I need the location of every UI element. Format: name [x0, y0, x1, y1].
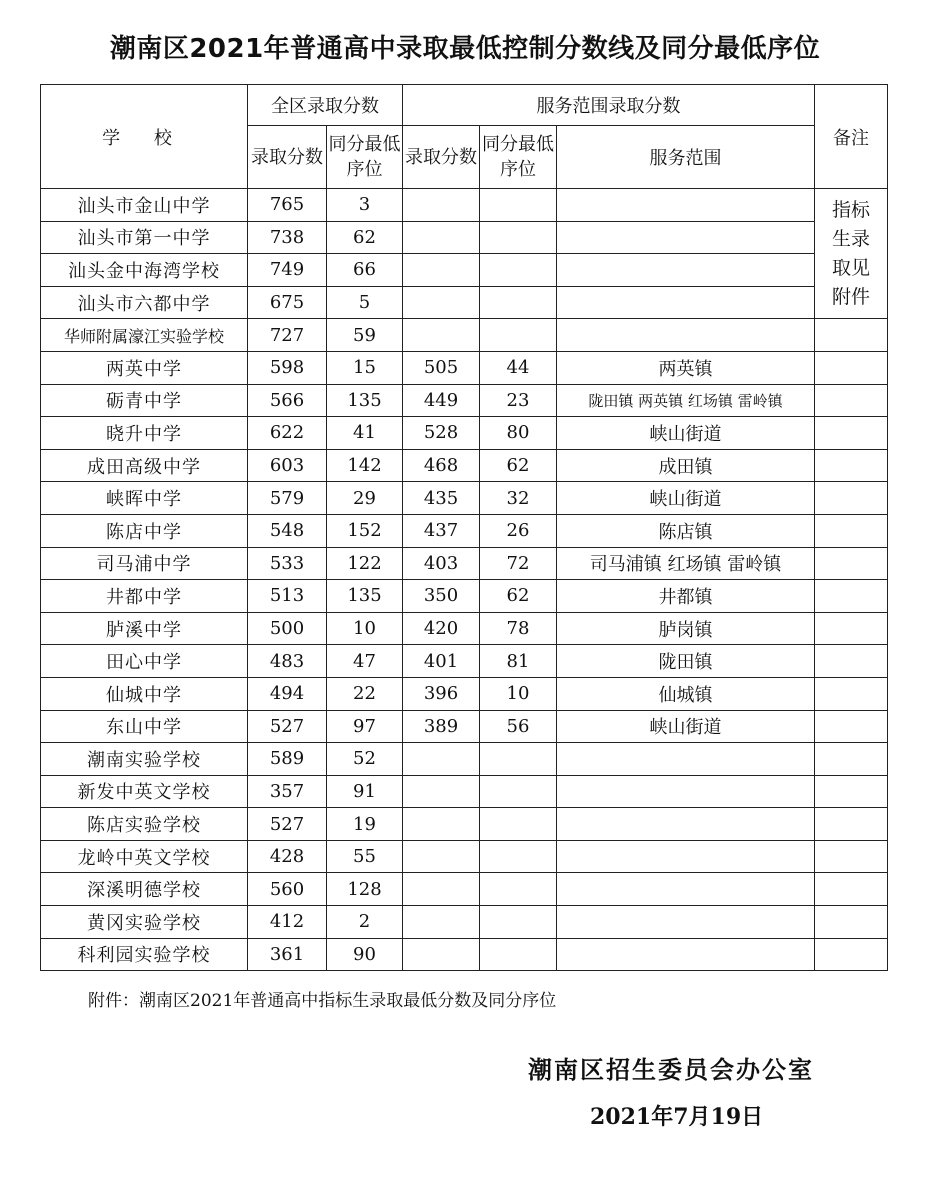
cell-service-score: 420: [403, 612, 480, 645]
cell-rank: 52: [327, 743, 403, 776]
cell-rank: 152: [327, 514, 403, 547]
cell-service-rank: [480, 319, 557, 352]
cell-service-rank: 32: [480, 482, 557, 515]
cell-score: 494: [248, 677, 327, 710]
cell-service-score: [403, 286, 480, 319]
cell-score: 428: [248, 840, 327, 873]
header-rank: 同分最低序位: [327, 126, 403, 189]
table-row: [41, 710, 888, 743]
cell-service-score: [403, 873, 480, 906]
cell-score: 738: [248, 221, 327, 254]
cell-note-empty: [815, 775, 888, 808]
cell-service-area: [557, 906, 815, 939]
cell-school: 黄冈实验学校: [41, 906, 248, 939]
cell-score: 598: [248, 351, 327, 384]
header-school: 学 校: [41, 85, 248, 189]
cell-service-rank: 26: [480, 514, 557, 547]
table-row: [41, 254, 888, 287]
cell-school: 田心中学: [41, 645, 248, 678]
cell-service-rank: [480, 840, 557, 873]
header-district-group: 全区录取分数: [248, 85, 403, 126]
cell-note-empty: [815, 906, 888, 939]
table-row: [41, 938, 888, 971]
cell-school: 汕头市第一中学: [41, 221, 248, 254]
cell-service-rank: 10: [480, 677, 557, 710]
cell-school: 砺青中学: [41, 384, 248, 417]
header-note: 备注: [815, 85, 888, 189]
table-row: [41, 482, 888, 515]
cell-service-rank: [480, 775, 557, 808]
cell-rank: 90: [327, 938, 403, 971]
table-row: [41, 351, 888, 384]
cell-note-empty: [815, 449, 888, 482]
cell-rank: 128: [327, 873, 403, 906]
cell-rank: 19: [327, 808, 403, 841]
cell-rank: 122: [327, 547, 403, 580]
cell-score: 603: [248, 449, 327, 482]
cell-service-rank: [480, 254, 557, 287]
cell-score: 513: [248, 580, 327, 613]
cell-note-empty: [815, 384, 888, 417]
cell-service-area: [557, 840, 815, 873]
cell-note-empty: [815, 547, 888, 580]
cell-school: 汕头市六都中学: [41, 286, 248, 319]
note-text: 指标生录取见附件: [832, 198, 871, 308]
note-cell: [815, 189, 888, 319]
cell-service-rank: 23: [480, 384, 557, 417]
cell-service-rank: [480, 873, 557, 906]
table-row: [41, 580, 888, 613]
cell-service-area: 陈店镇: [557, 514, 815, 547]
table-row: [41, 221, 888, 254]
cell-service-rank: 62: [480, 449, 557, 482]
cell-school: 深溪明德学校: [41, 873, 248, 906]
table-row: [41, 612, 888, 645]
cell-score: 357: [248, 775, 327, 808]
cell-service-area: 司马浦镇 红场镇 雷岭镇: [557, 547, 815, 580]
cell-rank: 55: [327, 840, 403, 873]
cell-service-rank: 44: [480, 351, 557, 384]
cell-service-area: 陇田镇 两英镇 红场镇 雷岭镇: [557, 384, 815, 417]
cell-note-empty: [815, 840, 888, 873]
cell-service-area: 峡山街道: [557, 482, 815, 515]
cell-rank: 91: [327, 775, 403, 808]
cell-service-score: [403, 743, 480, 776]
cell-school: 新发中英文学校: [41, 775, 248, 808]
admission-table: [40, 84, 888, 971]
cell-score: 589: [248, 743, 327, 776]
cell-service-area: 井都镇: [557, 580, 815, 613]
cell-service-rank: 80: [480, 417, 557, 450]
cell-rank: 135: [327, 384, 403, 417]
cell-score: 483: [248, 645, 327, 678]
cell-rank: 10: [327, 612, 403, 645]
cell-service-score: 403: [403, 547, 480, 580]
cell-service-area: [557, 873, 815, 906]
cell-rank: 3: [327, 189, 403, 222]
cell-school: 陈店实验学校: [41, 808, 248, 841]
cell-school: 井都中学: [41, 580, 248, 613]
cell-rank: 2: [327, 906, 403, 939]
cell-service-score: [403, 906, 480, 939]
cell-school: 成田高级中学: [41, 449, 248, 482]
cell-school: 晓升中学: [41, 417, 248, 450]
header-score: 录取分数: [248, 126, 327, 189]
cell-school: 司马浦中学: [41, 547, 248, 580]
table-row: [41, 189, 888, 222]
table-row: [41, 743, 888, 776]
cell-score: 533: [248, 547, 327, 580]
header-service-group: 服务范围录取分数: [403, 85, 815, 126]
cell-school: 陈店中学: [41, 514, 248, 547]
header-row-1: [41, 85, 888, 126]
cell-service-score: [403, 775, 480, 808]
cell-note-empty: [815, 482, 888, 515]
cell-note-empty: [815, 514, 888, 547]
cell-school: 汕头金中海湾学校: [41, 254, 248, 287]
cell-score: 527: [248, 808, 327, 841]
table-row: [41, 417, 888, 450]
cell-service-area: 陇田镇: [557, 645, 815, 678]
cell-score: 566: [248, 384, 327, 417]
cell-service-area: [557, 775, 815, 808]
cell-service-score: 350: [403, 580, 480, 613]
cell-score: 560: [248, 873, 327, 906]
cell-school: 华师附属濠江实验学校: [41, 319, 248, 352]
cell-service-score: 389: [403, 710, 480, 743]
cell-note-empty: [815, 612, 888, 645]
cell-score: 749: [248, 254, 327, 287]
cell-note-empty: [815, 710, 888, 743]
cell-rank: 62: [327, 221, 403, 254]
cell-service-score: 468: [403, 449, 480, 482]
issue-date: 2021年7月19日: [590, 1104, 764, 1130]
cell-score: 527: [248, 710, 327, 743]
cell-note-empty: [815, 645, 888, 678]
cell-service-rank: [480, 743, 557, 776]
cell-note-empty: [815, 319, 888, 352]
cell-note-empty: [815, 677, 888, 710]
cell-service-score: 505: [403, 351, 480, 384]
cell-score: 548: [248, 514, 327, 547]
cell-note-empty: [815, 808, 888, 841]
table-row: [41, 840, 888, 873]
cell-service-rank: 72: [480, 547, 557, 580]
table-row: [41, 514, 888, 547]
table-row: [41, 906, 888, 939]
cell-school: 胪溪中学: [41, 612, 248, 645]
cell-score: 765: [248, 189, 327, 222]
cell-note-empty: [815, 938, 888, 971]
cell-service-rank: [480, 906, 557, 939]
cell-service-score: [403, 189, 480, 222]
cell-rank: 15: [327, 351, 403, 384]
cell-service-score: 435: [403, 482, 480, 515]
table-row: [41, 677, 888, 710]
cell-service-rank: 56: [480, 710, 557, 743]
cell-service-area: 成田镇: [557, 449, 815, 482]
cell-service-rank: [480, 286, 557, 319]
table-row: [41, 873, 888, 906]
cell-rank: 22: [327, 677, 403, 710]
cell-service-score: [403, 254, 480, 287]
cell-note-empty: [815, 580, 888, 613]
cell-service-area: [557, 938, 815, 971]
cell-service-area: 峡山街道: [557, 417, 815, 450]
cell-service-area: [557, 319, 815, 352]
issuing-office: 潮南区招生委员会办公室: [528, 1056, 814, 1084]
cell-service-rank: 78: [480, 612, 557, 645]
cell-service-score: 449: [403, 384, 480, 417]
cell-score: 675: [248, 286, 327, 319]
header-service-rank: 同分最低序位: [480, 126, 557, 189]
cell-service-area: [557, 743, 815, 776]
cell-rank: 29: [327, 482, 403, 515]
cell-service-score: 528: [403, 417, 480, 450]
cell-service-score: [403, 840, 480, 873]
cell-school: 东山中学: [41, 710, 248, 743]
cell-service-rank: [480, 221, 557, 254]
cell-service-score: 401: [403, 645, 480, 678]
table-row: [41, 319, 888, 352]
cell-score: 361: [248, 938, 327, 971]
cell-service-rank: [480, 808, 557, 841]
cell-note-empty: [815, 743, 888, 776]
cell-school: 仙城中学: [41, 677, 248, 710]
cell-service-rank: [480, 938, 557, 971]
cell-service-score: [403, 319, 480, 352]
cell-rank: 47: [327, 645, 403, 678]
table-row: [41, 384, 888, 417]
cell-school: 科利园实验学校: [41, 938, 248, 971]
cell-service-area: [557, 286, 815, 319]
cell-score: 579: [248, 482, 327, 515]
cell-rank: 142: [327, 449, 403, 482]
table-row: [41, 449, 888, 482]
cell-rank: 59: [327, 319, 403, 352]
cell-service-area: [557, 221, 815, 254]
cell-service-score: [403, 938, 480, 971]
cell-service-score: 396: [403, 677, 480, 710]
table-body: [41, 189, 888, 971]
header-service-score: 录取分数: [403, 126, 480, 189]
cell-service-area: [557, 189, 815, 222]
cell-rank: 97: [327, 710, 403, 743]
cell-note-empty: [815, 417, 888, 450]
cell-score: 500: [248, 612, 327, 645]
header-service-area: 服务范围: [557, 126, 815, 189]
cell-rank: 66: [327, 254, 403, 287]
cell-service-rank: [480, 189, 557, 222]
cell-service-area: 仙城镇: [557, 677, 815, 710]
cell-school: 汕头市金山中学: [41, 189, 248, 222]
cell-service-area: 胪岗镇: [557, 612, 815, 645]
cell-service-area: 峡山街道: [557, 710, 815, 743]
cell-note-empty: [815, 351, 888, 384]
footnote: 附件：潮南区2021年普通高中指标生录取最低分数及同分序位: [88, 991, 557, 1011]
cell-service-area: [557, 254, 815, 287]
table-row: [41, 547, 888, 580]
cell-school: 龙岭中英文学校: [41, 840, 248, 873]
cell-school: 潮南实验学校: [41, 743, 248, 776]
cell-school: 两英中学: [41, 351, 248, 384]
cell-service-score: [403, 221, 480, 254]
cell-rank: 41: [327, 417, 403, 450]
cell-rank: 135: [327, 580, 403, 613]
table-row: [41, 808, 888, 841]
cell-service-rank: 81: [480, 645, 557, 678]
cell-rank: 5: [327, 286, 403, 319]
cell-service-area: [557, 808, 815, 841]
cell-service-rank: 62: [480, 580, 557, 613]
table-row: [41, 645, 888, 678]
table-row: [41, 775, 888, 808]
cell-service-area: 两英镇: [557, 351, 815, 384]
cell-service-score: 437: [403, 514, 480, 547]
cell-score: 727: [248, 319, 327, 352]
cell-score: 622: [248, 417, 327, 450]
table-row: [41, 286, 888, 319]
page-title: 潮南区2021年普通高中录取最低控制分数线及同分最低序位: [109, 34, 821, 64]
cell-note-empty: [815, 873, 888, 906]
cell-service-score: [403, 808, 480, 841]
cell-school: 峡晖中学: [41, 482, 248, 515]
cell-score: 412: [248, 906, 327, 939]
